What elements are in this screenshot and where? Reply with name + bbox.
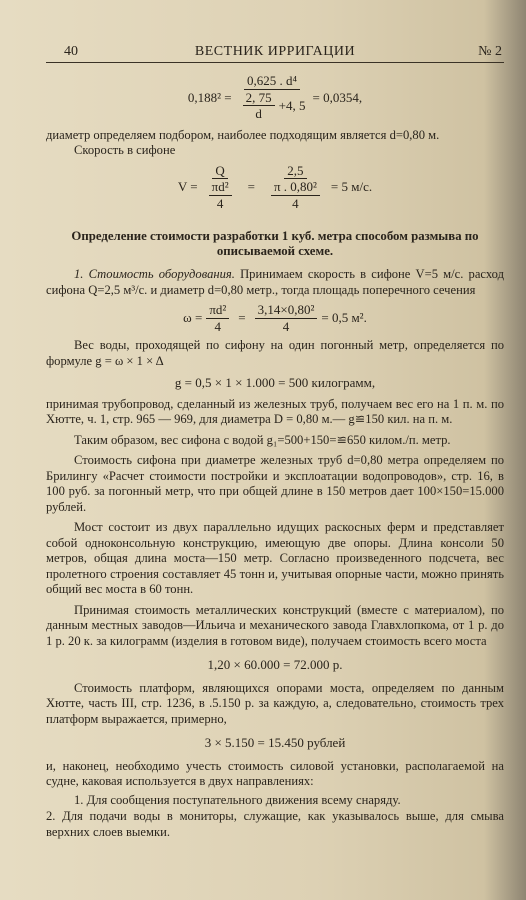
formula2-num2: 2,5 bbox=[284, 163, 306, 180]
section-heading: Определение стоимости разработки 1 куб. метра способом размыва по описываемой схеме. bbox=[71, 229, 479, 258]
formula2-den1-bottom: 4 bbox=[216, 195, 224, 211]
formula-area bbox=[46, 302, 504, 334]
paragraph: диаметр определяем подбором, наиболее подходящим является d=0,80 м. bbox=[46, 127, 440, 142]
formula2-num1: Q bbox=[212, 163, 227, 180]
paragraph: Стоимость сифона при диаметре железных труб d=0,80 метра определяем по Брилингу «Расчет стоимости постройки и эксплоатации водопроводов», стр. 16, в 100 руб. за погонный метр, что при общей длине в 150 метров дает 100×150=15.000 рублей. bbox=[46, 453, 504, 514]
formula2-fraction1 bbox=[202, 163, 239, 212]
paragraph-text: Принимаем скорость в сифоне V=5 м/с. расход сифона Q=2,5 м³/с. и диаметр d=0,80 метр., тогда площадь поперечного сечения bbox=[46, 267, 504, 297]
formula2-lhs: V = bbox=[177, 179, 198, 194]
formula1-plus: +4, 5 bbox=[278, 97, 306, 113]
formula1-lhs: 0,188² = bbox=[187, 89, 232, 105]
formula3-den2: 4 bbox=[282, 318, 290, 334]
paragraph: и, наконец, необходимо учесть стоимость силовой установки, располагаемой на судне, каковая используется в двух направлениях: bbox=[46, 758, 504, 788]
formula-velocity bbox=[46, 163, 504, 212]
formula3-fraction1 bbox=[206, 302, 229, 334]
formula2-fraction2 bbox=[264, 163, 327, 212]
formula2-den2 bbox=[264, 179, 327, 211]
formula3-lhs: ω = bbox=[183, 310, 203, 326]
formula2-den1-top: πd² bbox=[209, 179, 232, 196]
formula3-eq: = bbox=[238, 310, 246, 326]
page-header bbox=[46, 40, 504, 63]
formula2-den1 bbox=[202, 179, 239, 211]
formula1-numerator: 0,625 . d⁴ bbox=[244, 73, 300, 90]
formula-platform-cost: 3 × 5.150 = 15.450 рублей bbox=[204, 735, 346, 750]
formula-weight: g = 0,5 × 1 × 1.000 = 500 килограмм, bbox=[174, 375, 376, 390]
formula3-fraction2 bbox=[255, 302, 318, 334]
formula2-den2-bottom: 4 bbox=[292, 195, 299, 211]
paragraph: Принимая стоимость металлических конструкций (вместе с материалом), по данным местных заводов—Ильича и механического завода Главхлопкома, от 1 р. до 1 р. 20 к. за килограмм (изделия в готовом виде), получаем стоимость всего моста bbox=[46, 602, 504, 648]
formula2-result: = 5 м/с. bbox=[330, 179, 373, 194]
formula3-num2: 3,14×0,80² bbox=[255, 302, 318, 319]
formula1-inner-numerator: 2, 75 bbox=[243, 90, 275, 107]
formula3-num1: πd² bbox=[206, 302, 229, 319]
page-body bbox=[46, 73, 504, 840]
paragraph: Скорость в сифоне bbox=[74, 143, 176, 157]
paragraph: Вес воды, проходящей по сифону на один погонный метр, определяется по формуле g = ω × 1 × Δ bbox=[46, 338, 504, 368]
formula2-den2-top: π . 0,80² bbox=[271, 179, 320, 196]
formula3-result: = 0,5 м². bbox=[321, 310, 367, 326]
page-number: 40 bbox=[64, 44, 78, 59]
formula3-den1: 4 bbox=[214, 318, 222, 334]
paragraph: принимая трубопровод, сделанный из железных труб, получаем вес его на 1 п. м. по Хютте, ч. 1, стр. 965 — 969, для диаметра D = 0,80 м.— g≌150 кил. на п. м. bbox=[46, 396, 504, 426]
list-item: 1. Для сообщения поступательного движения всему снаряду. bbox=[74, 792, 401, 807]
paragraph-label: 1. Стоимость оборудования. bbox=[74, 267, 235, 281]
formula1-denominator bbox=[236, 90, 309, 122]
journal-title: ВЕСТНИК ИРРИГАЦИИ bbox=[194, 44, 356, 59]
list-item: 2. Для подачи воды в мониторы, служащие, как указывалось выше, для смыва верхних слоев выемки. bbox=[46, 809, 504, 839]
formula1-inner-denominator: d bbox=[255, 106, 262, 121]
formula-bridge-cost: 1,20 × 60.000 = 72.000 р. bbox=[207, 657, 343, 672]
issue-number: № 2 bbox=[478, 44, 502, 59]
paragraph: Стоимость платформ, являющихся опорами моста, определяем по данным Хютте, часть III, стр. 1236, в .5.150 р. за каждую, а, следовательно, стоимость трех платформ выражается, примерно, bbox=[46, 680, 504, 726]
paragraph: Таким образом, вес сифона с водой g₁=500+150=≌650 килом./п. метр. bbox=[74, 432, 451, 447]
formula1-fraction bbox=[236, 73, 309, 122]
formula2-eq: = bbox=[247, 179, 255, 194]
paragraph: Мост состоит из двух параллельно идущих раскосных ферм и представляет собой однoконсольную конструкцию, имеющую две опоры. Длина консоли 50 метров, общая длина моста—150 метр. Согласно произведенного подсчета, вес пролетного строения составляет 45 тонн и, учитывая опорные части, можно принять общий вес моста в 60 тонн. bbox=[46, 520, 504, 596]
paragraph-equipment-cost bbox=[46, 267, 504, 298]
formula1-result: = 0,0354, bbox=[312, 89, 363, 105]
formula-diameter bbox=[46, 73, 504, 122]
